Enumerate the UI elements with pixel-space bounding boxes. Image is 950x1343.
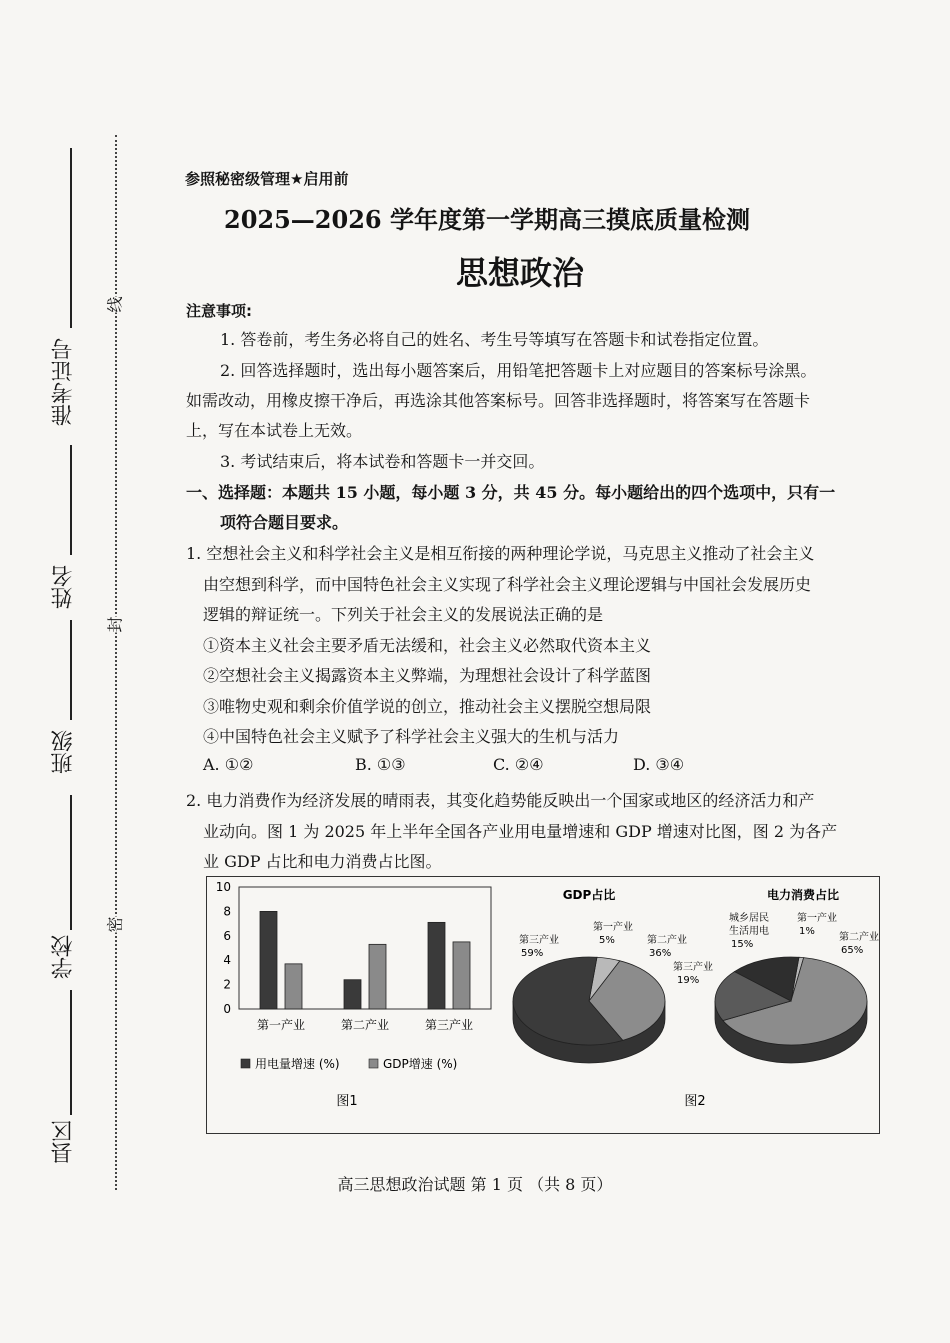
q1-statement-1: ①资本主义社会主要矛盾无法缓和，社会主义必然取代资本主义 — [203, 636, 652, 655]
pie-gdp-title: GDP占比 — [562, 888, 616, 902]
gdp-label-primary: 第一产业 — [593, 922, 633, 933]
bar-ytick-label: 4 — [223, 953, 231, 968]
notice-item-2: 2. 回答选择题时，选出每小题答案后，用铅笔把答题卡上对应题目的答案标号涂黑。 — [220, 361, 817, 380]
secret-note: 参照秘密级管理★启用前 — [185, 170, 349, 188]
exam-id-label: 准考证号 — [51, 338, 76, 426]
figure-frame — [206, 876, 880, 1134]
q1-statement-2: ②空想社会主义揭露资本主义弊端，为理想社会设计了科学蓝图 — [203, 666, 652, 685]
bar-xtick-label: 第二产业 — [340, 1018, 390, 1032]
pie-gdp — [513, 957, 665, 1063]
bar-ytick-label: 8 — [223, 904, 231, 919]
legend-swatch — [241, 1059, 250, 1068]
class-label: 班级 — [51, 730, 76, 774]
district-label: 县区 — [51, 1120, 76, 1164]
school-label: 学校 — [51, 935, 76, 979]
gdp-pct-tertiary: 59% — [521, 948, 544, 959]
gdp-label-tertiary: 第三产业 — [519, 935, 559, 946]
name-blank[interactable] — [70, 445, 72, 555]
bar-gdp-2 — [453, 942, 470, 1009]
bar-ytick-label: 2 — [223, 977, 231, 992]
legend-label: 用电量增速 (%) — [255, 1057, 340, 1071]
figure2-caption: 图2 — [684, 1094, 706, 1109]
q1-line3: 逻辑的辩证统一。下列关于社会主义的发展说法正确的是 — [203, 605, 604, 624]
name-label: 姓名 — [51, 565, 76, 609]
gdp-label-secondary: 第二产业 — [647, 935, 687, 946]
seal-char-secret: 密 — [100, 916, 129, 932]
subject-title: 思想政治 — [455, 254, 584, 292]
figure1-caption: 图1 — [336, 1094, 358, 1109]
gdp-pct-secondary: 36% — [649, 948, 672, 959]
school-blank[interactable] — [70, 795, 72, 930]
q2-line1: 2. 电力消费作为经济发展的晴雨表，其变化趋势能反映出一个国家或地区的经济活力和产 — [186, 791, 815, 810]
power-label-resident-1: 城乡居民 — [729, 913, 769, 924]
section1-line2: 项符合题目要求。 — [220, 513, 349, 532]
power-label-secondary: 第二产业 — [839, 932, 879, 943]
bar-power-0 — [260, 911, 277, 1009]
power-pct-primary: 1% — [799, 926, 815, 937]
bar-xtick-label: 第一产业 — [256, 1018, 306, 1032]
page-footer: 高三思想政治试题 第 1 页 （共 8 页） — [337, 1175, 613, 1194]
q1-option-b[interactable]: B. ①③ — [355, 755, 406, 774]
bar-gdp-1 — [369, 944, 386, 1009]
notice-item-3: 3. 考试结束后，将本试卷和答题卡一并交回。 — [220, 452, 545, 471]
pie-power-title: 电力消费占比 — [766, 888, 840, 902]
bar-power-1 — [344, 980, 361, 1009]
gdp-pct-primary: 5% — [599, 935, 615, 946]
q1-option-a[interactable]: A. ①② — [203, 755, 254, 774]
bar-ytick-label: 10 — [215, 880, 231, 894]
power-pct-tertiary: 19% — [677, 975, 700, 986]
power-label-primary: 第一产业 — [797, 913, 837, 924]
pie-power — [715, 957, 867, 1063]
bar-xtick-label: 第三产业 — [424, 1018, 474, 1032]
bar-gdp-0 — [285, 964, 302, 1009]
q1-statement-4: ④中国特色社会主义赋予了科学社会主义强大的生机与活力 — [203, 727, 620, 746]
bar-ytick-label: 6 — [223, 928, 231, 943]
power-pct-resident: 15% — [731, 939, 754, 950]
q1-statement-3: ③唯物史观和剩余价值学说的创立，推动社会主义摆脱空想局限 — [203, 697, 652, 716]
bar-power-2 — [428, 922, 445, 1009]
legend-swatch — [369, 1059, 378, 1068]
section1-line1: 一、选择题：本题共 15 小题，每小题 3 分，共 45 分。每小题给出的四个选项中，只有一 — [186, 483, 836, 502]
q1-option-d[interactable]: D. ③④ — [633, 755, 685, 774]
q2-line3: 业 GDP 占比和电力消费占比图。 — [203, 852, 442, 871]
q1-line2: 由空想到科学，而中国特色社会主义实现了科学社会主义理论逻辑与中国社会发展历史 — [203, 575, 812, 594]
legend-label: GDP增速 (%) — [383, 1057, 458, 1071]
figures-svg — [207, 877, 879, 1133]
q2-line2: 业动向。图 1 为 2025 年上半年全国各产业用电量增速和 GDP 增速对比图，图 2 为各产 — [203, 822, 838, 841]
exam-id-blank[interactable] — [70, 148, 72, 328]
notice-item-2-cont: 如需改动，用橡皮擦干净后，再选涂其他答案标号。回答非选择题时，将答案写在答题卡 — [186, 391, 811, 410]
q1-option-c[interactable]: C. ②④ — [493, 755, 544, 774]
exam-title: 2025—2026 学年度第一学期高三摸底质量检测 — [224, 205, 750, 234]
class-blank[interactable] — [70, 620, 72, 720]
notice-item-2-end: 上，写在本试卷上无效。 — [186, 421, 363, 440]
seal-char-line: 线 — [100, 296, 129, 312]
notice-item-1: 1. 答卷前，考生务必将自己的姓名、考生号等填写在答题卡和试卷指定位置。 — [220, 330, 769, 349]
district-blank[interactable] — [70, 990, 72, 1115]
power-pct-secondary: 65% — [841, 945, 864, 956]
q1-line1: 1. 空想社会主义和科学社会主义是相互衔接的两种理论学说，马克思主义推动了社会主义 — [186, 544, 815, 563]
notice-heading: 注意事项: — [186, 302, 252, 320]
bar-ytick-label: 0 — [223, 1002, 231, 1016]
power-label-resident-2: 生活用电 — [729, 926, 769, 937]
power-label-tertiary: 第三产业 — [673, 962, 713, 973]
bar-chart — [216, 880, 491, 1071]
seal-char-seal: 封 — [100, 616, 129, 632]
